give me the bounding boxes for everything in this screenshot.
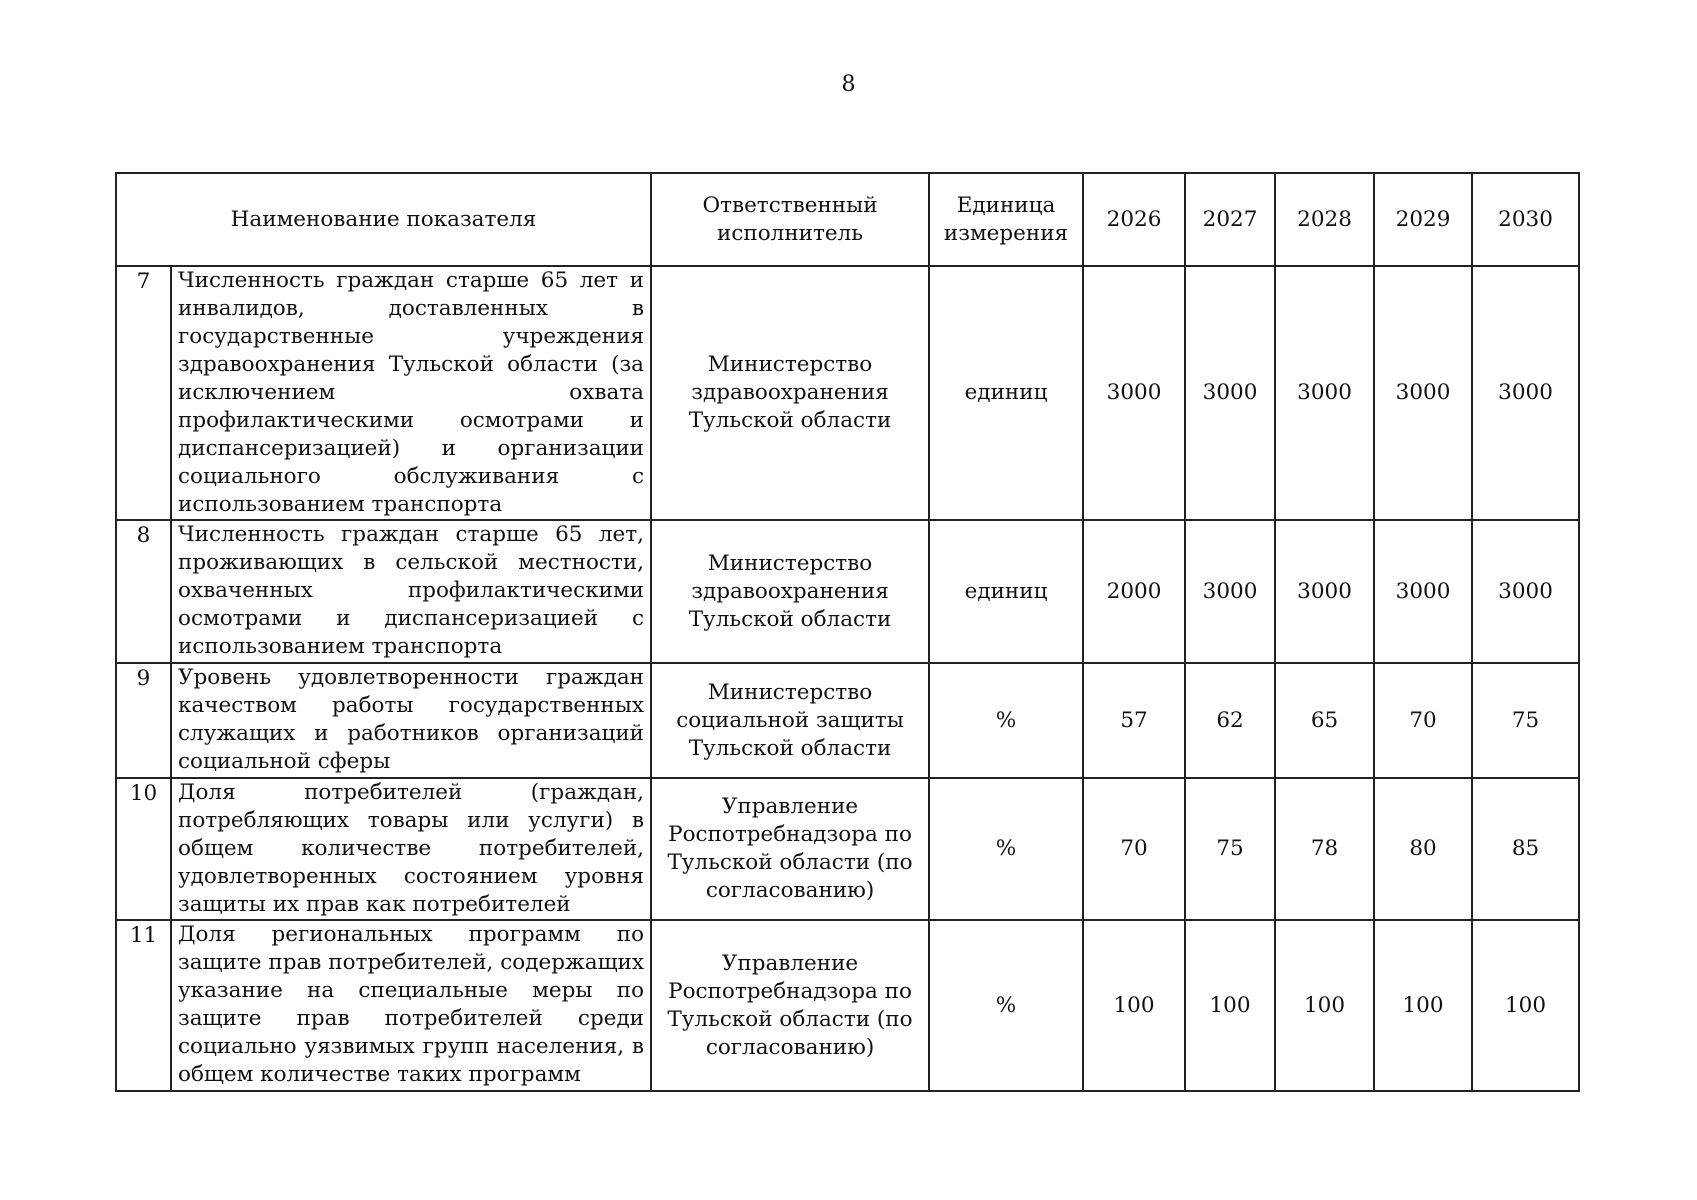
value-2026: 70 [1083, 778, 1185, 920]
measure-unit: % [929, 920, 1083, 1091]
value-2029: 3000 [1374, 520, 1472, 663]
table-row [116, 663, 1579, 778]
value-2026: 57 [1083, 663, 1185, 778]
header-responsible: Ответственный исполнитель [651, 173, 929, 266]
indicator-name: Уровень удовлетворенности граждан качеством работы государственных служащих и работников организаций социальной сферы [171, 663, 651, 778]
header-year-2029: 2029 [1374, 173, 1472, 266]
value-2028: 3000 [1275, 520, 1374, 663]
responsible-executor: Министерство здравоохранения Тульской области [651, 266, 929, 520]
measure-unit: % [929, 778, 1083, 920]
responsible-executor: Управление Роспотребнадзора по Тульской области (по согласованию) [651, 778, 929, 920]
value-2027: 100 [1185, 920, 1275, 1091]
table-header-row [116, 173, 1579, 266]
value-2028: 3000 [1275, 266, 1374, 520]
value-2028: 100 [1275, 920, 1374, 1091]
value-2028: 65 [1275, 663, 1374, 778]
value-2030: 100 [1472, 920, 1579, 1091]
indicator-name: Доля региональных программ по защите прав потребителей, содержащих указание на специальные меры по защите прав потребителей среди социально уязвимых групп населения, в общем количестве таких программ [171, 920, 651, 1091]
value-2029: 3000 [1374, 266, 1472, 520]
value-2029: 80 [1374, 778, 1472, 920]
header-year-2026: 2026 [1083, 173, 1185, 266]
header-year-2028: 2028 [1275, 173, 1374, 266]
header-year-2027: 2027 [1185, 173, 1275, 266]
row-number: 7 [116, 266, 171, 520]
value-2027: 3000 [1185, 266, 1275, 520]
value-2030: 3000 [1472, 266, 1579, 520]
header-indicator-name: Наименование показателя [116, 173, 651, 266]
table-row [116, 778, 1579, 920]
indicator-name: Численность граждан старше 65 лет и инвалидов, доставленных в государственные учреждения здравоохранения Тульской области (за исключением охвата профилактическими осмотрами и диспансеризацией) и организации социального обслуживания с использованием транспорта [171, 266, 651, 520]
responsible-executor: Министерство социальной защиты Тульской области [651, 663, 929, 778]
table-row [116, 520, 1579, 663]
value-2028: 78 [1275, 778, 1374, 920]
indicator-name: Численность граждан старше 65 лет, проживающих в сельской местности, охваченных профилактическими осмотрами и диспансеризацией с использованием транспорта [171, 520, 651, 663]
row-number: 10 [116, 778, 171, 920]
indicator-name: Доля потребителей (граждан, потребляющих товары или услуги) в общем количестве потребителей, удовлетворенных состоянием уровня защиты их прав как потребителей [171, 778, 651, 920]
responsible-executor: Министерство здравоохранения Тульской области [651, 520, 929, 663]
measure-unit: % [929, 663, 1083, 778]
value-2030: 85 [1472, 778, 1579, 920]
row-number: 11 [116, 920, 171, 1091]
header-year-2030: 2030 [1472, 173, 1579, 266]
table-row [116, 266, 1579, 520]
measure-unit: единиц [929, 520, 1083, 663]
header-unit: Единица измерения [929, 173, 1083, 266]
value-2027: 3000 [1185, 520, 1275, 663]
measure-unit: единиц [929, 266, 1083, 520]
page-number: 8 [841, 72, 856, 97]
value-2026: 2000 [1083, 520, 1185, 663]
indicators-table [115, 172, 1580, 1092]
row-number: 8 [116, 520, 171, 663]
row-number: 9 [116, 663, 171, 778]
value-2029: 100 [1374, 920, 1472, 1091]
value-2030: 75 [1472, 663, 1579, 778]
value-2026: 3000 [1083, 266, 1185, 520]
value-2027: 62 [1185, 663, 1275, 778]
table-row [116, 920, 1579, 1091]
responsible-executor: Управление Роспотребнадзора по Тульской области (по согласованию) [651, 920, 929, 1091]
value-2029: 70 [1374, 663, 1472, 778]
value-2027: 75 [1185, 778, 1275, 920]
value-2026: 100 [1083, 920, 1185, 1091]
value-2030: 3000 [1472, 520, 1579, 663]
